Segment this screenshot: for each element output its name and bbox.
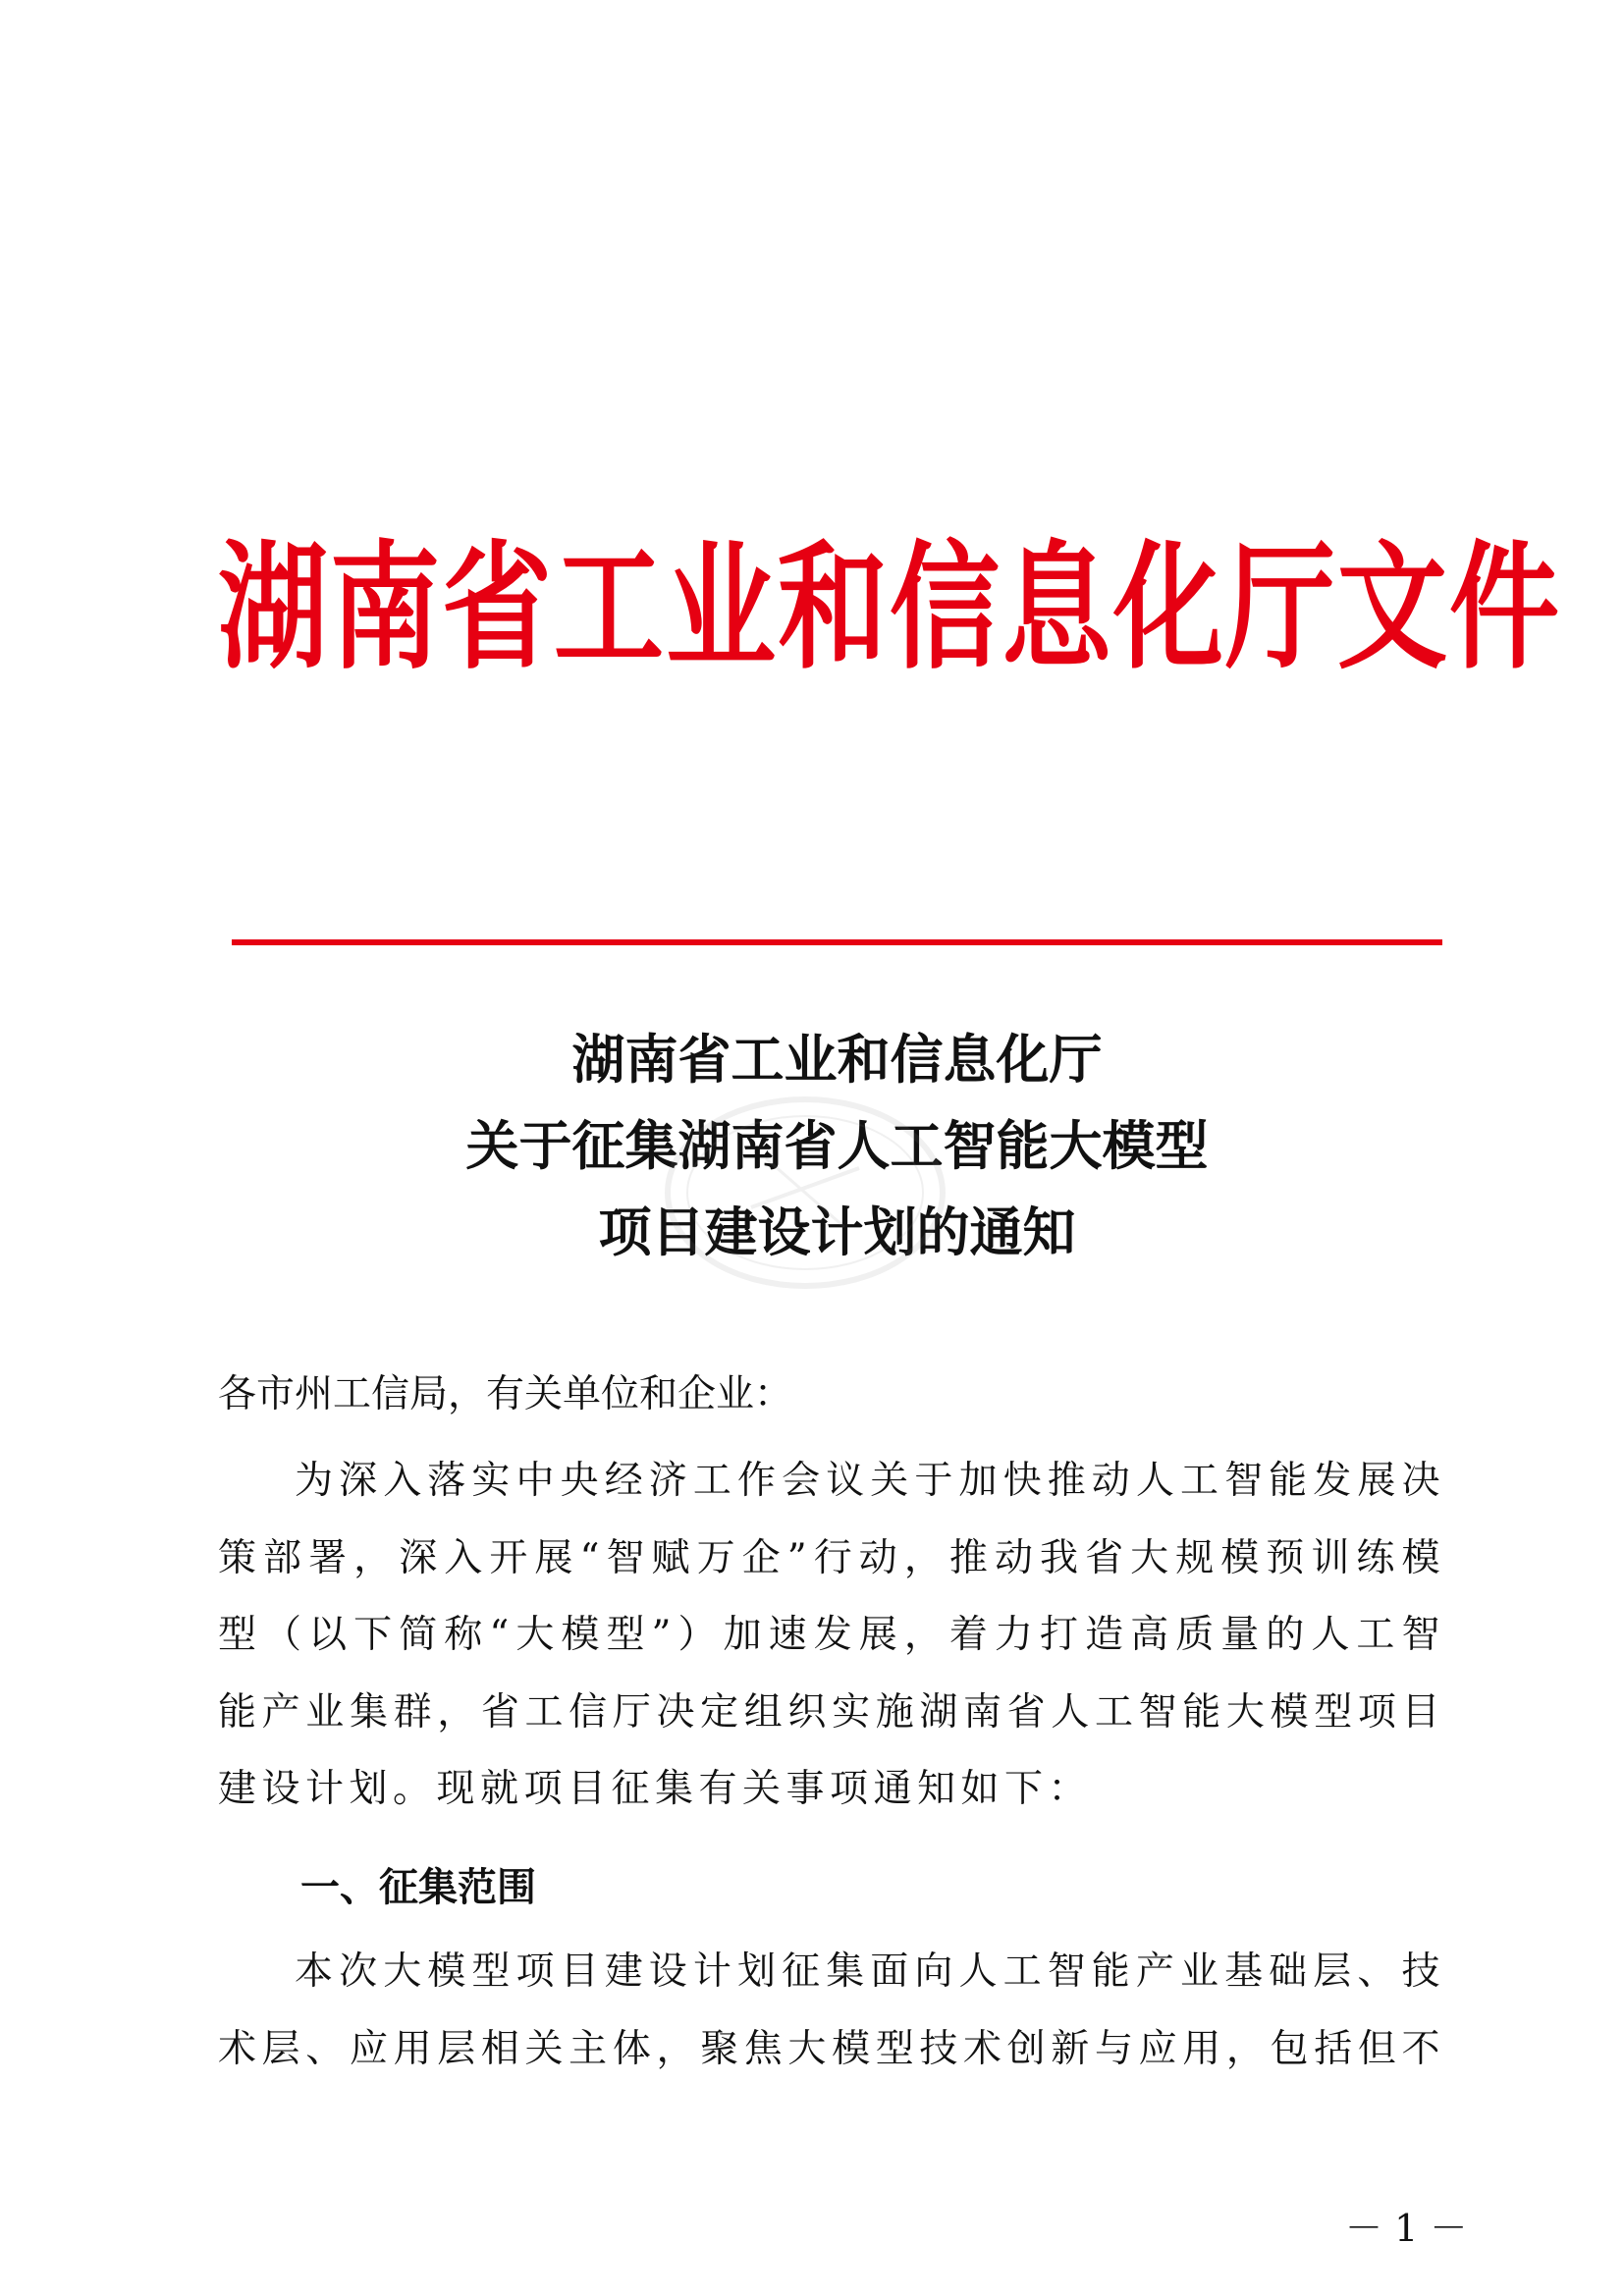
title-line-1: 湖南省工业和信息化厅 xyxy=(571,1028,1103,1091)
section-scope-paragraph: 本次大模型项目建设计划征集面向人工智能产业基础层、技术层、应用层相关主体，聚焦大模型技术创新与应用，包括但不 xyxy=(218,1949,1445,2071)
red-separator-rule xyxy=(232,939,1442,945)
title-line-3: 项目建设计划的通知 xyxy=(598,1201,1076,1263)
title-line-2: 关于征集湖南省人工智能大模型 xyxy=(465,1114,1209,1177)
salutation: 各市州工信局，有关单位和企业： xyxy=(218,1372,793,1416)
intro-paragraph: 为深入落实中央经济工作会议关于加快推动人工智能发展决策部署，深入开展“智赋万企”行动，推动我省大规模预训练模型（以下简称“大模型”）加速发展，着力打造高质量的人工智能产业集群，省工信厅决定组织实施湖南省人工智能大模型项目建设计划。现就项目征集有关事项通知如下： xyxy=(218,1459,1445,1811)
document-masthead: 湖南省工业和信息化厅文件 xyxy=(218,527,1561,689)
document-title xyxy=(232,1016,1442,1275)
section-heading-scope: 一、征集范围 xyxy=(300,1865,536,1910)
page-number: － 1 － xyxy=(1345,2207,1468,2250)
